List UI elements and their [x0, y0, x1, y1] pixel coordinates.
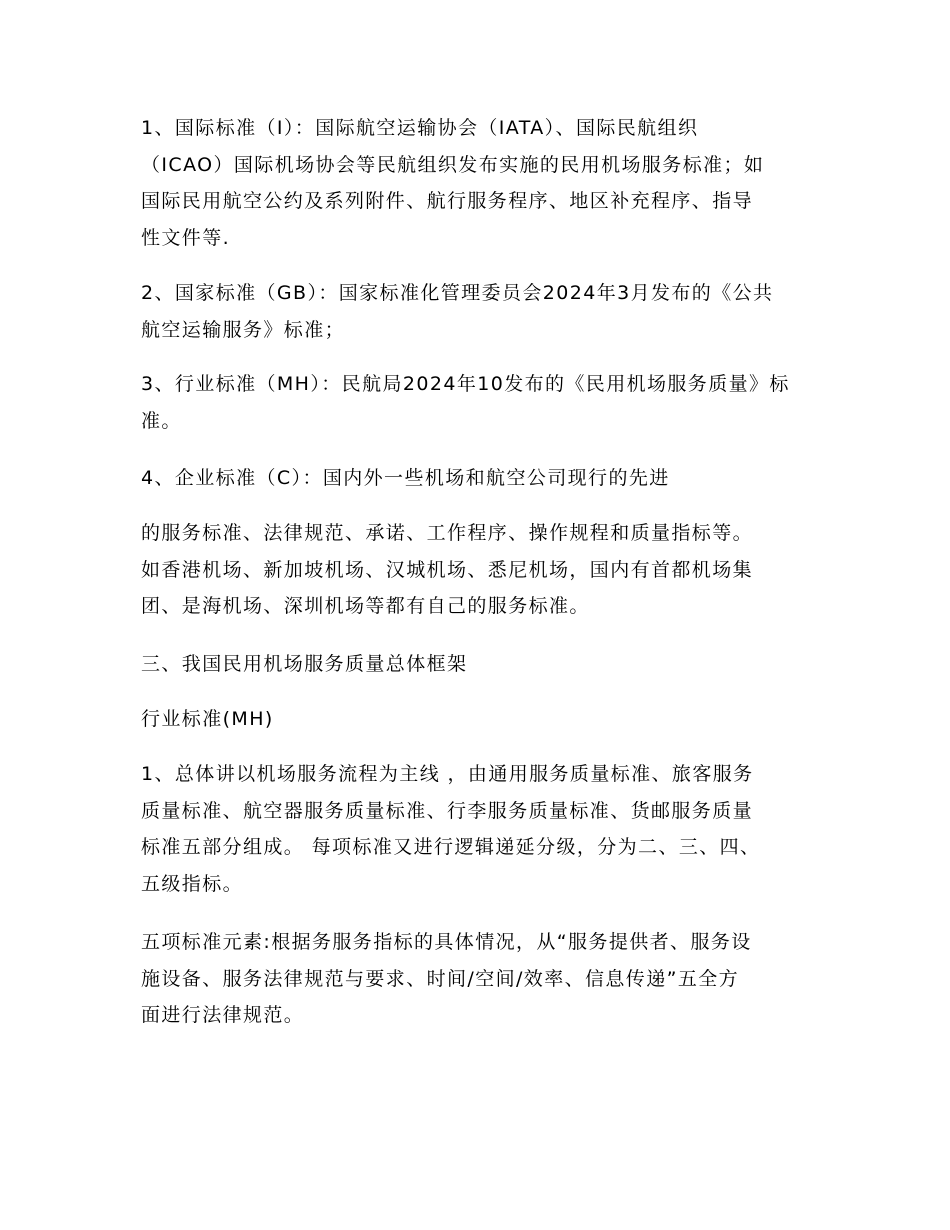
text-line: 面进行法律规范。 [141, 1004, 305, 1026]
text-line: 4、企业标准（C）：国内外一些机场和航空公司现行的先进 [141, 467, 670, 489]
text-line: 2、国家标准（GB）：国家标准化管理委员会2024年3月发布的《公共 [141, 282, 774, 304]
text-line: 3、行业标准（MH）：民航局2024年10发布的《民用机场服务质量》标 [141, 373, 790, 395]
text-line: 三、我国民用机场服务质量总体框架 [141, 653, 468, 675]
text-line: 行业标准(MH) [141, 708, 274, 730]
text-line: 质量标准、航空器服务质量标准、行李服务质量标准、货邮服务质量 [141, 799, 754, 822]
text-line: 团、是海机场、深圳机场等都有自己的服务标准。 [141, 595, 590, 617]
paragraph-overall-structure [141, 756, 821, 902]
paragraph-five-elements [141, 924, 821, 1034]
text-line: 国际民用航空公约及系列附件、航行服务程序、地区补充程序、指导 [141, 190, 754, 212]
text-line: 如香港机场、新加坡机场、汉城机场、悉尼机场，国内有首都机场集 [141, 558, 754, 581]
text-line: 标准五部分组成。 每项标准又进行逻辑递延分级，分为二、三、四、 [141, 836, 761, 858]
section-heading-framework [141, 646, 821, 683]
text-line: 航空运输服务》标准； [141, 318, 346, 341]
text-line: 五级指标。 [141, 872, 244, 895]
text-line: 性文件等. [141, 226, 231, 249]
paragraph-enterprise-standard-continued [141, 515, 821, 625]
text-line: 五项标准元素:根据务服务指标的具体情况，从“服务提供者、服务设 [141, 931, 752, 953]
text-line: （ICAO）国际机场协会等民航组织发布实施的民用机场服务标准；如 [141, 153, 765, 176]
text-line: 施设备、服务法律规范与要求、时间/空间/效率、信息传递”五全方 [141, 967, 740, 990]
text-line: 1、国际标准（I）：国际航空运输协会（IATA）、国际民航组织 [141, 117, 699, 139]
paragraph-enterprise-standard [141, 460, 821, 497]
paragraph-international-standard [141, 110, 821, 256]
paragraph-national-standard [141, 275, 821, 348]
text-line: 的服务标准、法律规范、承诺、工作程序、操作规程和质量指标等。 [141, 522, 754, 544]
text-line: 1、总体讲以机场服务流程为主线 ，由通用服务质量标准、旅客服务 [141, 763, 754, 785]
subheading-industry-standard [141, 701, 821, 738]
text-line: 准。 [141, 409, 182, 432]
paragraph-industry-standard [141, 366, 821, 439]
